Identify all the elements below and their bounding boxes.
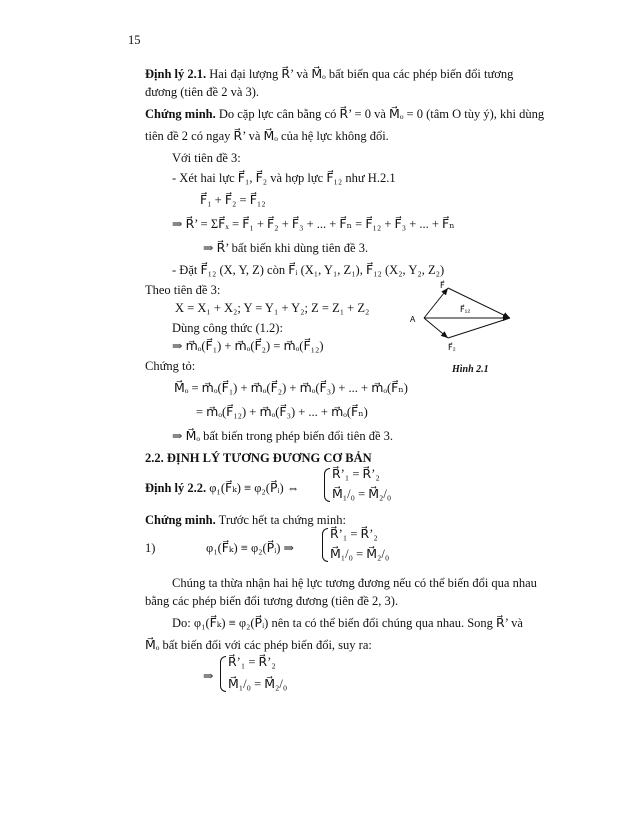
eq-resultant-invariant: ⇒ R⃗’ bất biến khi dùng tiên đề 3.	[203, 241, 369, 255]
label-f2: F⃗₂	[448, 343, 456, 352]
vector-f1	[424, 288, 448, 318]
brace-thm22	[324, 468, 330, 502]
vector-f12-top	[448, 288, 510, 318]
use-formula: Dùng công thức (1.2):	[172, 321, 283, 335]
eq-force-sum: F⃗₁ + F⃗₂ = F⃗₁₂	[200, 193, 266, 207]
vector-f2	[424, 318, 448, 338]
final-arrow: ⇒	[203, 669, 214, 683]
eq-xyz: X = X₁ + X₂; Y = Y₁ + Y₂; Z = Z₁ + Z₂	[175, 301, 370, 315]
eq-moment-total-2: = m⃗ₒ(F⃗₁₂) + m⃗ₒ(F⃗₃) + ... + m⃗ₒ(F⃗ₙ)	[196, 405, 368, 419]
label-f1: F⃗	[440, 281, 445, 290]
eq-resultant: ⇒ R⃗’ = ΣF⃗ₓ = F⃗₁ + F⃗₂ + F⃗₃ + ... + F⃗ₙ = F⃗₁₂ + F⃗₃ + ... + F⃗ₙ	[172, 217, 455, 231]
label-a: A	[410, 315, 416, 324]
final-eq1: R⃗’₁ = R⃗’₂	[228, 655, 276, 669]
proof-line2: tiên đề 2 có ngay R⃗’ và M⃗ₒ của hệ lực không đổi.	[145, 129, 389, 143]
brace-step1	[322, 528, 328, 562]
step-1-number: 1)	[145, 541, 156, 555]
prove-label: Chứng tỏ:	[145, 359, 196, 373]
eq-moment-total: M⃗ₒ = m⃗ₒ(F⃗₁) + m⃗ₒ(F⃗₂) + m⃗ₒ(F⃗₃) + ... + m⃗ₒ(F⃗ₙ)	[174, 381, 408, 395]
theorem-2-1-line1: Định lý 2.1. Hai đại lượng R⃗’ và M⃗ₒ bất biến qua các phép biến đổi tương	[145, 67, 514, 81]
step1-eq2: M⃗₁/₀ = M⃗₂/₀	[330, 547, 390, 561]
set-coordinates: - Đặt F⃗₁₂ (X, Y, Z) còn F⃗ᵢ (X₁, Y₁, Z₁), F⃗₁₂ (X₂, Y₂, Z₂)	[172, 263, 445, 277]
paragraph-line2: bằng các phép biến đổi tương đương (tiên đề 2, 3).	[145, 594, 399, 608]
vector-f2-side	[448, 318, 510, 338]
figure-2-1	[410, 276, 520, 366]
by-axiom3: Theo tiên đề 3:	[145, 283, 221, 297]
axiom3-intro: Với tiên đề 3:	[172, 151, 241, 165]
eq-moment-invariant: ⇒ M⃗ₒ bất biến trong phép biến đổi tiên đề 3.	[172, 429, 393, 443]
thm22-eq2: M⃗₁/₀ = M⃗₂/₀	[332, 487, 392, 501]
proof2-line: Chứng minh. Trước hết ta chứng minh:	[145, 513, 346, 527]
step-1-lhs: φ₁(F⃗ₖ) ≡ φ₂(P⃗ᵢ) ⇒	[206, 541, 295, 555]
section-2-2-heading: 2.2. ĐỊNH LÝ TƯƠNG ĐƯƠNG CƠ BẢN	[145, 451, 372, 465]
thm22-eq1: R⃗’₁ = R⃗’₂	[332, 467, 380, 481]
consider-line: - Xét hai lực F⃗₁, F⃗₂ và hợp lực F⃗₁₂ như H.2.1	[172, 171, 396, 185]
eq-moment-sum: ⇒ m⃗ₒ(F⃗₁) + m⃗ₒ(F⃗₂) = m⃗ₒ(F⃗₁₂)	[172, 339, 324, 353]
theorem-2-1-line2: đương (tiên đề 2 và 3).	[145, 85, 260, 99]
do-line: Do: φ₁(F⃗ₖ) ≡ φ₂(P⃗ᵢ) nên ta có thể biến đổi chúng qua nhau. Song R⃗’ và	[172, 616, 523, 630]
theorem-label: Định lý 2.1.	[145, 67, 207, 81]
label-f12: F⃗₁₂	[460, 305, 471, 314]
proof-line1: Chứng minh. Do cặp lực cân bằng có R⃗’ = 0 và M⃗ₒ = 0 (tâm O tùy ý), khi dùng	[145, 107, 545, 121]
do-line-2: M⃗ₒ bất biến đối với các phép biến đổi, suy ra:	[145, 638, 372, 652]
brace-final	[220, 656, 226, 692]
theorem-2-2: Định lý 2.2. φ₁(F⃗ₖ) ≡ φ₂(P⃗ᵢ) ⇔	[145, 481, 300, 495]
step1-eq1: R⃗’₁ = R⃗’₂	[330, 527, 378, 541]
final-eq2: M⃗₁/₀ = M⃗₂/₀	[228, 677, 288, 691]
figure-caption: Hình 2.1	[452, 364, 489, 375]
page-number: 15	[128, 33, 141, 47]
paragraph-line1: Chúng ta thừa nhận hai hệ lực tương đương nếu có thể biến đổi qua nhau	[172, 576, 537, 590]
